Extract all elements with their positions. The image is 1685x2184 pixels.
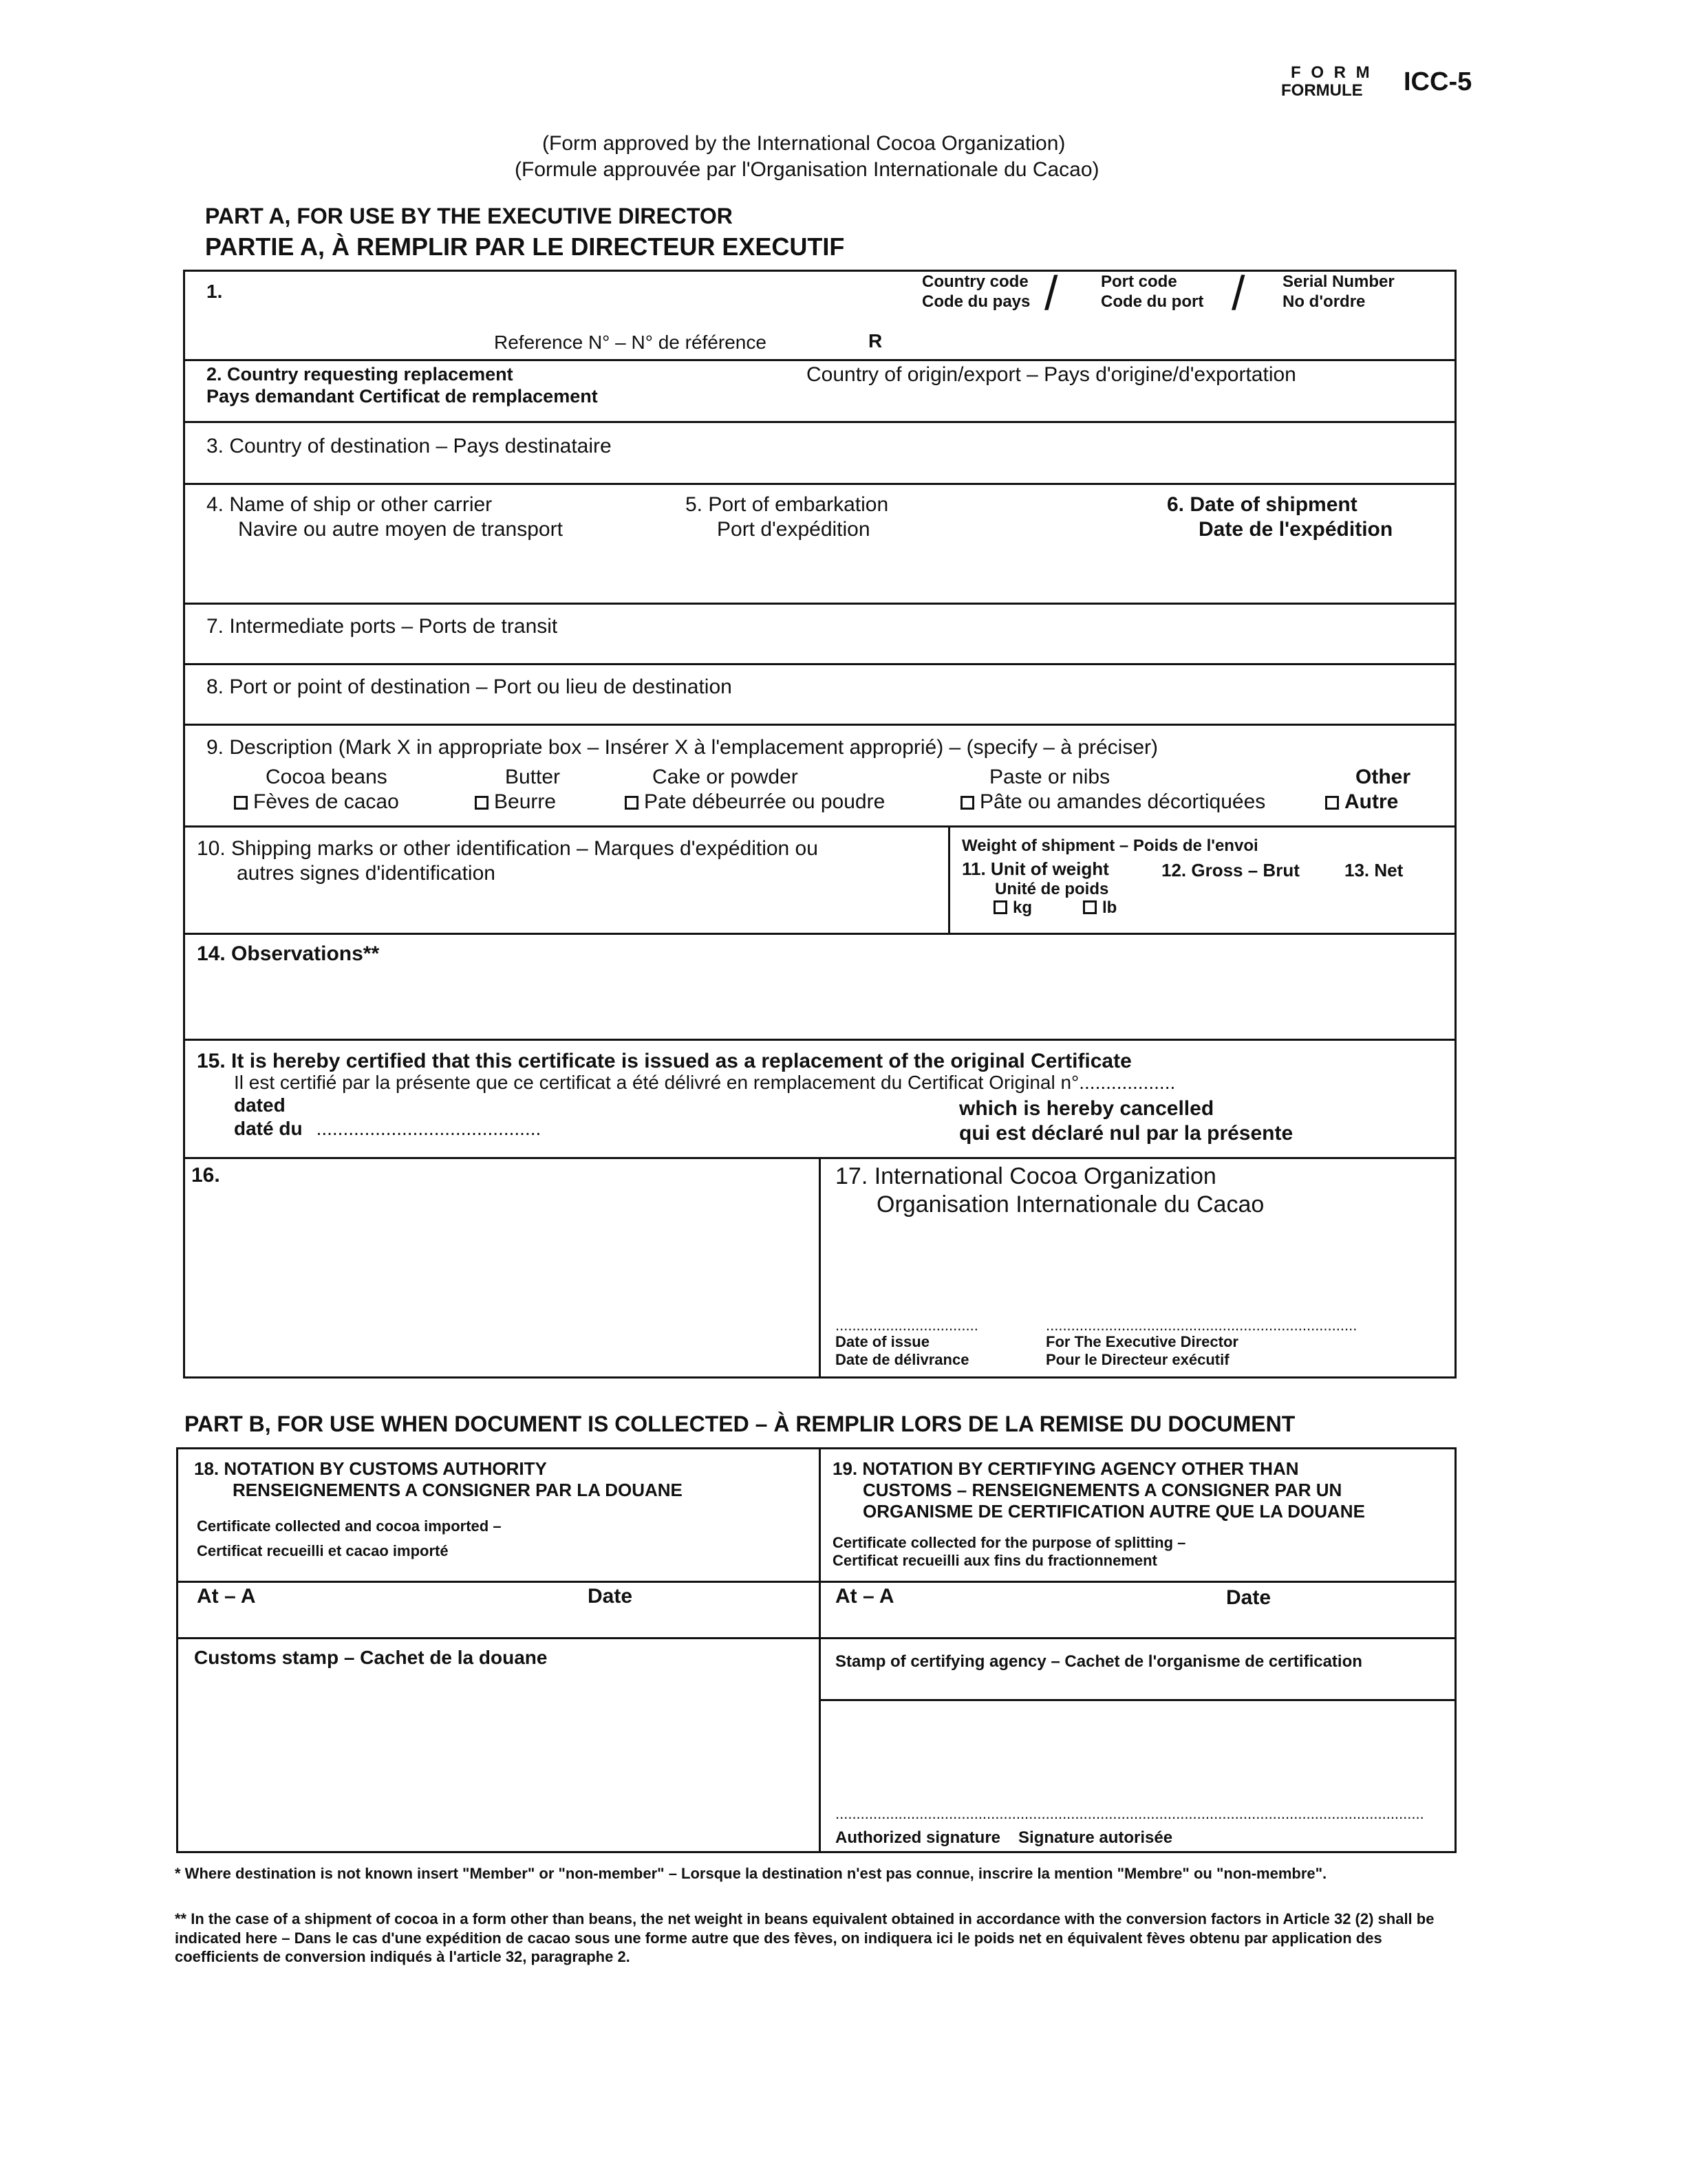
divider <box>183 421 1457 423</box>
divider <box>183 663 1457 665</box>
field-17-label: 17. International Cocoa Organization Organisation Internationale du Cacao <box>835 1163 1265 1218</box>
divider <box>819 1447 821 1853</box>
field-4-label: 4. Name of ship or other carrier Navire ou autre moyen de transport <box>206 493 563 541</box>
field-19-collected: Certificate collected for the purpose of splitting – Certificat recueilli aux fins du fractionnement <box>833 1534 1186 1570</box>
date-label-19: Date <box>1226 1586 1271 1609</box>
dotted-line: .......................................................................... <box>1046 1317 1357 1334</box>
divider <box>948 825 950 933</box>
slash-separator: / <box>1044 266 1058 320</box>
dotted-line: ............................................................................................................................................ <box>835 1805 1424 1822</box>
field-6-label: 6. Date of shipment Date de l'expédition <box>1167 493 1393 541</box>
part-a-title-fr: PARTIE A, À REMPLIR PAR LE DIRECTEUR EXECUTIF <box>205 233 845 261</box>
for-executive-director-label: For The Executive Director Pour le Directeur exécutif <box>1046 1333 1238 1369</box>
serial-number-label: Serial Number No d'ordre <box>1282 272 1395 311</box>
checkbox-icon[interactable] <box>1325 796 1339 810</box>
form-label-fr: FORMULE <box>1281 81 1363 100</box>
option-cocoa-beans[interactable]: Cocoa beans Fèves de cacao <box>234 765 399 814</box>
option-butter[interactable]: Butter Beurre <box>475 765 560 814</box>
divider <box>183 483 1457 485</box>
divider <box>176 1581 1457 1583</box>
customs-stamp-label: Customs stamp – Cachet de la douane <box>194 1647 548 1668</box>
footnote-2: ** In the case of a shipment of cocoa in a form other than beans, the net weight in beans equivalent obtained in accordance with the conversion factors in Article 32 (2) shall be indicated here – Dans le cas d'une expédition de cacao sous une forme autre que des fèves, on indiquera ici le poids net en équivalent fèves obtenu par application des coefficients de conversion indiqués à l'article 32, paragraphe 2. <box>175 1910 1435 1965</box>
divider <box>183 359 1457 361</box>
authorized-signature-label: Authorized signature Signature autorisée <box>835 1828 1173 1847</box>
approved-fr: (Formule approuvée par l'Organisation Internationale du Cacao) <box>515 158 1099 181</box>
field-15-fr: Il est certifié par la présente que ce certificat a été délivré en remplacement du Certificat Original n°.................. <box>234 1072 1176 1093</box>
country-code-label: Country code Code du pays <box>922 272 1031 311</box>
field-18-collected: Certificate collected and cocoa imported – Certificat recueilli et cacao importé <box>197 1517 502 1560</box>
checkbox-icon[interactable] <box>625 796 638 810</box>
at-label-19: At – A <box>835 1585 894 1608</box>
field-3-label: 3. Country of destination – Pays destinataire <box>206 435 612 457</box>
reference-prefix: R <box>868 330 883 352</box>
field-16-label: 16. <box>191 1164 220 1187</box>
checkbox-icon[interactable] <box>234 796 248 810</box>
field-13-label: 13. Net <box>1344 860 1404 880</box>
field-14-label: 14. Observations** <box>197 942 380 965</box>
divider <box>183 933 1457 935</box>
option-paste-nibs[interactable]: Paste or nibs Pâte ou amandes décortiquées <box>960 765 1265 814</box>
field-5-label: 5. Port of embarkation Port d'expédition <box>685 493 889 541</box>
checkbox-icon[interactable] <box>475 796 489 810</box>
field-15-dated: dated daté du .......................................... <box>234 1094 541 1139</box>
divider <box>819 1157 821 1378</box>
date-label-18: Date <box>588 1585 633 1608</box>
field-11-label: 11. Unit of weight Unité de poids <box>962 858 1109 899</box>
option-cake-powder[interactable]: Cake or powder Pate débeurrée ou poudre <box>625 765 885 814</box>
field-12-label: 12. Gross – Brut <box>1161 860 1300 880</box>
reference-label: Reference N° – N° de référence <box>494 332 766 353</box>
checkbox-icon[interactable] <box>994 900 1007 914</box>
dotted-line: .................................. <box>835 1317 978 1334</box>
checkbox-icon[interactable] <box>960 796 974 810</box>
part-a-title-en: PART A, FOR USE BY THE EXECUTIVE DIRECTOR <box>205 204 733 228</box>
port-code-label: Port code Code du port <box>1101 272 1204 311</box>
option-other[interactable]: Other Autre <box>1325 765 1410 814</box>
divider <box>183 724 1457 726</box>
divider <box>183 825 1457 828</box>
field-15-en: 15. It is hereby certified that this certificate is issued as a replacement of the original Certificate <box>197 1050 1132 1072</box>
divider <box>176 1637 1457 1639</box>
at-label-18: At – A <box>197 1585 256 1608</box>
checkbox-icon[interactable] <box>1083 900 1097 914</box>
weight-title: Weight of shipment – Poids de l'envoi <box>962 836 1258 855</box>
field-15-cancel: which is hereby cancelled qui est déclaré nul par la présente <box>959 1097 1294 1145</box>
footnote-1: * Where destination is not known insert "Member" or "non-member" – Lorsque la destination n'est pas connue, inscrire la mention "Membre" ou "non-membre". <box>175 1865 1327 1882</box>
field-2-label: 2. Country requesting replacement Pays demandant Certificat de remplacement <box>206 364 598 407</box>
approved-en: (Form approved by the International Cocoa Organization) <box>542 132 1066 155</box>
divider <box>183 1039 1457 1041</box>
field-8-label: 8. Port or point of destination – Port ou lieu de destination <box>206 675 732 698</box>
field-10-label: 10. Shipping marks or other identification – Marques d'expédition ou autres signes d'identification <box>197 837 818 885</box>
slash-separator: / <box>1232 266 1245 320</box>
part-b-title: PART B, FOR USE WHEN DOCUMENT IS COLLECTED – À REMPLIR LORS DE LA REMISE DU DOCUMENT <box>184 1412 1296 1436</box>
field-7-label: 7. Intermediate ports – Ports de transit <box>206 615 558 638</box>
divider <box>819 1699 1457 1701</box>
agency-stamp-label: Stamp of certifying agency – Cachet de l'organisme de certification <box>835 1652 1362 1671</box>
field-18-header: 18. NOTATION BY CUSTOMS AUTHORITY RENSEIGNEMENTS A CONSIGNER PAR LA DOUANE <box>194 1458 683 1501</box>
field-9-label: 9. Description (Mark X in appropriate box – Insérer X à l'emplacement approprié) – (specify – à préciser) <box>206 736 1159 759</box>
form-number: ICC-5 <box>1404 67 1472 96</box>
country-origin-label: Country of origin/export – Pays d'origine/d'exportation <box>806 363 1296 386</box>
date-of-issue-label: Date of issue Date de délivrance <box>835 1333 969 1369</box>
field-1-number: 1. <box>206 281 223 302</box>
form-label-en: F O R M <box>1291 63 1373 82</box>
unit-kg-option[interactable]: kg <box>994 898 1032 918</box>
divider <box>183 603 1457 605</box>
unit-lb-option[interactable]: lb <box>1083 898 1117 918</box>
field-19-header: 19. NOTATION BY CERTIFYING AGENCY OTHER THAN CUSTOMS – RENSEIGNEMENTS A CONSIGNER PAR UN ORGANISME DE CERTIFICATION AUTRE QUE LA DOUANE <box>833 1458 1365 1522</box>
